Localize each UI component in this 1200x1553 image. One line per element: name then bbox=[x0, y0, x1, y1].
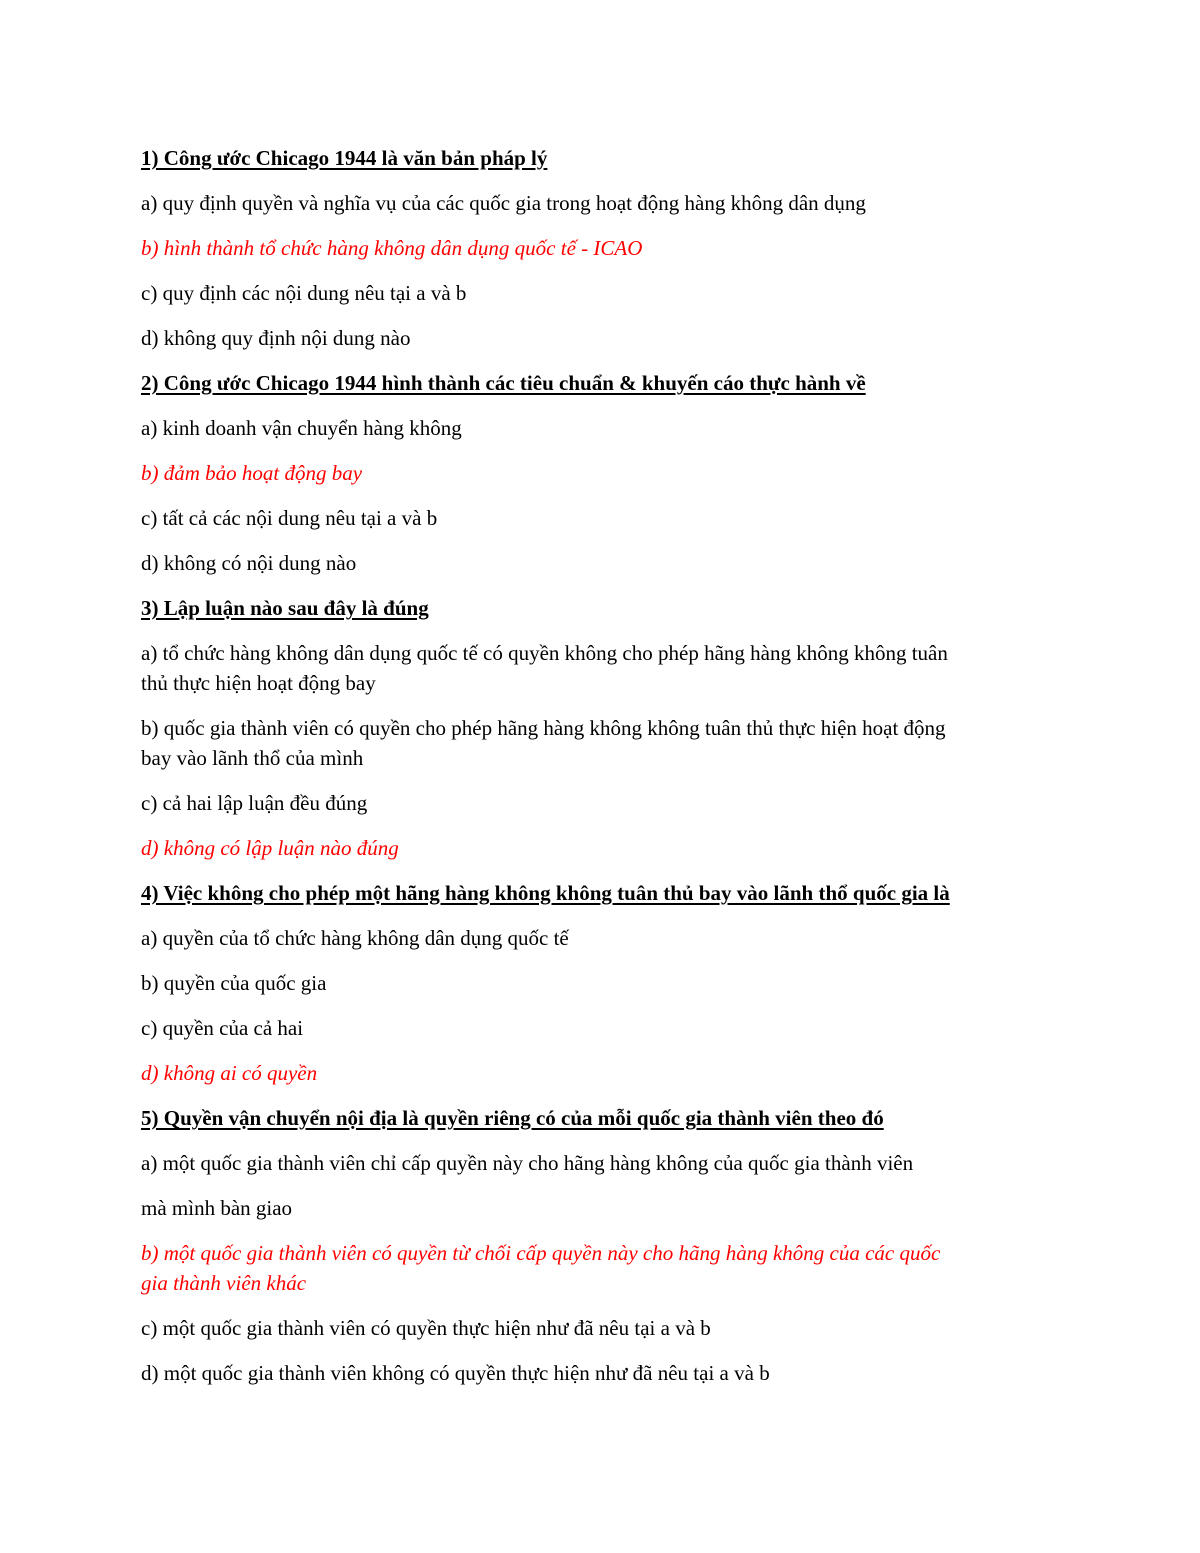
correct-answer-option bbox=[141, 833, 1071, 863]
answer-option bbox=[141, 278, 1071, 308]
option-line: a) quyền của tổ chức hàng không dân dụng quốc tế bbox=[141, 926, 569, 950]
question-block bbox=[141, 143, 1071, 353]
correct-answer-option bbox=[141, 1238, 1071, 1298]
answer-option bbox=[141, 323, 1071, 353]
option-line: b) một quốc gia thành viên có quyền từ chối cấp quyền này cho hãng hàng không của các quốc bbox=[141, 1241, 941, 1265]
option-line: d) không có lập luận nào đúng bbox=[141, 836, 399, 860]
question-block bbox=[141, 593, 1071, 863]
option-line: b) hình thành tổ chức hàng không dân dụng quốc tế - ICAO bbox=[141, 236, 643, 260]
correct-answer-option bbox=[141, 233, 1071, 263]
correct-answer-option bbox=[141, 1058, 1071, 1088]
option-line: a) một quốc gia thành viên chỉ cấp quyền này cho hãng hàng không của quốc gia thành viên bbox=[141, 1151, 914, 1175]
option-line: b) đảm bảo hoạt động bay bbox=[141, 461, 363, 485]
option-line: gia thành viên khác bbox=[141, 1271, 307, 1295]
option-line: bay vào lãnh thổ của mình bbox=[141, 746, 364, 770]
question-text: 1) Công ước Chicago 1944 là văn bản pháp lý bbox=[141, 146, 548, 170]
option-line: b) quốc gia thành viên có quyền cho phép hãng hàng không không tuân thủ thực hiện hoạt động bbox=[141, 716, 946, 740]
answer-option bbox=[141, 548, 1071, 578]
answer-option bbox=[141, 188, 1071, 218]
answer-option bbox=[141, 503, 1071, 533]
question-text: 4) Việc không cho phép một hãng hàng không không tuân thủ bay vào lãnh thổ quốc gia là bbox=[141, 881, 950, 905]
answer-option bbox=[141, 1193, 1071, 1223]
question-text: 3) Lập luận nào sau đây là đúng bbox=[141, 596, 429, 620]
quiz-content bbox=[141, 143, 1071, 1403]
option-line: a) quy định quyền và nghĩa vụ của các quốc gia trong hoạt động hàng không dân dụng bbox=[141, 191, 866, 215]
answer-option bbox=[141, 1013, 1071, 1043]
answer-option bbox=[141, 788, 1071, 818]
answer-option bbox=[141, 413, 1071, 443]
option-line: a) kinh doanh vận chuyển hàng không bbox=[141, 416, 462, 440]
option-line: c) quyền của cả hai bbox=[141, 1016, 304, 1040]
correct-answer-option bbox=[141, 458, 1071, 488]
option-line: thủ thực hiện hoạt động bay bbox=[141, 671, 376, 695]
answer-option bbox=[141, 1313, 1071, 1343]
question-block bbox=[141, 368, 1071, 578]
question-block bbox=[141, 1103, 1071, 1388]
answer-option bbox=[141, 713, 1071, 773]
answer-option bbox=[141, 968, 1071, 998]
answer-option bbox=[141, 923, 1071, 953]
option-line: d) một quốc gia thành viên không có quyền thực hiện như đã nêu tại a và b bbox=[141, 1361, 770, 1385]
question-text: 2) Công ước Chicago 1944 hình thành các tiêu chuẩn & khuyến cáo thực hành về bbox=[141, 371, 866, 395]
option-line: c) cả hai lập luận đều đúng bbox=[141, 791, 368, 815]
option-line: d) không quy định nội dung nào bbox=[141, 326, 411, 350]
option-line: d) không có nội dung nào bbox=[141, 551, 357, 575]
question-block bbox=[141, 878, 1071, 1088]
option-line: d) không ai có quyền bbox=[141, 1061, 318, 1085]
answer-option bbox=[141, 1358, 1071, 1388]
option-line: c) quy định các nội dung nêu tại a và b bbox=[141, 281, 467, 305]
answer-option bbox=[141, 1148, 1071, 1178]
option-line: c) tất cả các nội dung nêu tại a và b bbox=[141, 506, 438, 530]
option-line: a) tổ chức hàng không dân dụng quốc tế có quyền không cho phép hãng hàng không không tuân bbox=[141, 641, 948, 665]
answer-option bbox=[141, 638, 1071, 698]
option-line: b) quyền của quốc gia bbox=[141, 971, 327, 995]
option-line: mà mình bàn giao bbox=[141, 1196, 293, 1220]
question-text: 5) Quyền vận chuyển nội địa là quyền riêng có của mỗi quốc gia thành viên theo đó bbox=[141, 1106, 884, 1130]
option-line: c) một quốc gia thành viên có quyền thực hiện như đã nêu tại a và b bbox=[141, 1316, 711, 1340]
